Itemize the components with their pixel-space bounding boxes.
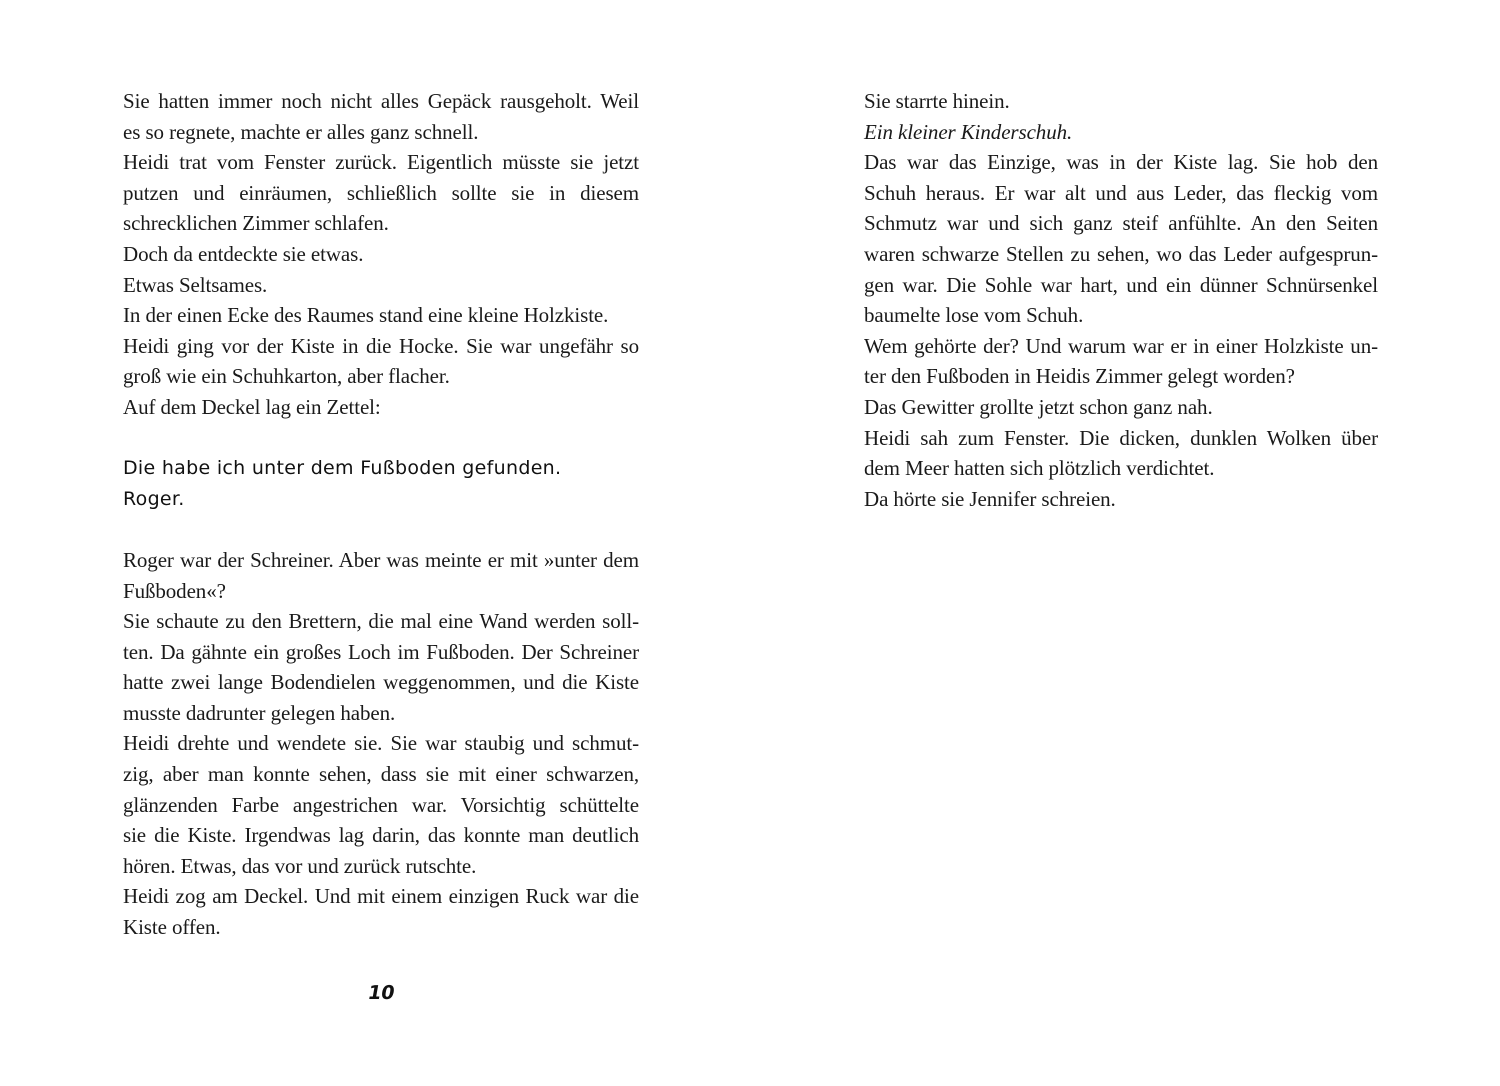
blank-line [123, 423, 639, 454]
page-number-value: 10 [365, 982, 397, 1004]
blank-line [123, 514, 639, 545]
text-line: Wem gehörte der? Und warum war er in einer Holzkiste un- [864, 333, 1378, 358]
left-page-text-column [123, 86, 639, 943]
text-line: Da hörte sie Jennifer schreien. [864, 486, 1116, 511]
text-line: Doch da entdeckte sie etwas. [123, 241, 364, 266]
text-line: Das Gewitter grollte jetzt schon ganz nah. [864, 394, 1213, 419]
text-line: Heidi sah zum Fenster. Die dicken, dunklen Wolken über [864, 425, 1378, 450]
right-page-text-column [864, 86, 1378, 514]
text-line: Schuh heraus. Er war alt und aus Leder, das fleckig vom [864, 180, 1378, 205]
text-line: Sie schaute zu den Brettern, die mal eine Wand werden soll- [123, 609, 639, 634]
text-line: ter den Fußboden in Heidis Zimmer gelegt worden? [864, 364, 1295, 389]
text-line: ten. Da gähnte ein großes Loch im Fußboden. Der Schreiner [123, 639, 639, 664]
text-line: waren schwarze Stellen zu sehen, wo das Leder aufgesprun- [864, 241, 1378, 266]
text-line: Das war das Einzige, was in der Kiste lag. Sie hob den [864, 150, 1378, 175]
text-line: Etwas Seltsames. [123, 272, 268, 297]
text-line: zig, aber man konnte sehen, dass sie mit einer schwarzen, [123, 762, 639, 787]
italic-text-line: Ein kleiner Kinderschuh. [864, 119, 1073, 144]
text-line: Heidi trat vom Fenster zurück. Eigentlich müsste sie jetzt [123, 150, 639, 175]
text-line: sie die Kiste. Irgendwas lag darin, das konnte man deutlich [123, 823, 639, 848]
text-line: groß wie ein Schuhkarton, aber flacher. [123, 364, 450, 389]
text-line: schrecklichen Zimmer schlafen. [123, 211, 389, 236]
text-line: Kiste offen. [123, 915, 221, 940]
text-line: Roger war der Schreiner. Aber was meinte er mit »unter dem [123, 547, 639, 572]
text-line: Fußboden«? [123, 578, 226, 603]
text-line: gen war. Die Sohle war hart, und ein dünner Schnürsenkel [864, 272, 1378, 297]
handwritten-note-line: Roger. [123, 487, 185, 510]
text-line: Schmutz war und sich ganz steif anfühlte. An den Seiten [864, 211, 1378, 236]
text-line: hören. Etwas, das vor und zurück rutschte. [123, 853, 477, 878]
text-line: Sie starrte hinein. [864, 89, 1010, 113]
text-line: Sie hatten immer noch nicht alles Gepäck rausgeholt. Weil [123, 89, 639, 113]
text-line: Heidi ging vor der Kiste in die Hocke. Sie war ungefähr so [123, 333, 639, 358]
text-line: glänzenden Farbe angestrichen war. Vorsichtig schüttelte [123, 792, 639, 817]
text-line: musste dadrunter gelegen haben. [123, 700, 396, 725]
text-line: Heidi zog am Deckel. Und mit einem einzigen Ruck war die [123, 884, 639, 909]
text-line: Heidi drehte und wendete sie. Sie war staubig und schmut- [123, 731, 639, 756]
text-line: es so regnete, machte er alles ganz schnell. [123, 119, 479, 144]
text-line: Auf dem Deckel lag ein Zettel: [123, 394, 381, 419]
text-line: dem Meer hatten sich plötzlich verdichtet. [864, 456, 1215, 481]
text-line: baumelte lose vom Schuh. [864, 303, 1084, 328]
text-line: hatte zwei lange Bodendielen weggenommen, und die Kiste [123, 670, 639, 695]
text-line: putzen und einräumen, schließlich sollte sie in diesem [123, 180, 639, 205]
text-line: In der einen Ecke des Raumes stand eine kleine Holzkiste. [123, 303, 609, 328]
handwritten-note-line: Die habe ich unter dem Fußboden gefunden. [123, 457, 562, 480]
page-number [123, 982, 639, 1004]
